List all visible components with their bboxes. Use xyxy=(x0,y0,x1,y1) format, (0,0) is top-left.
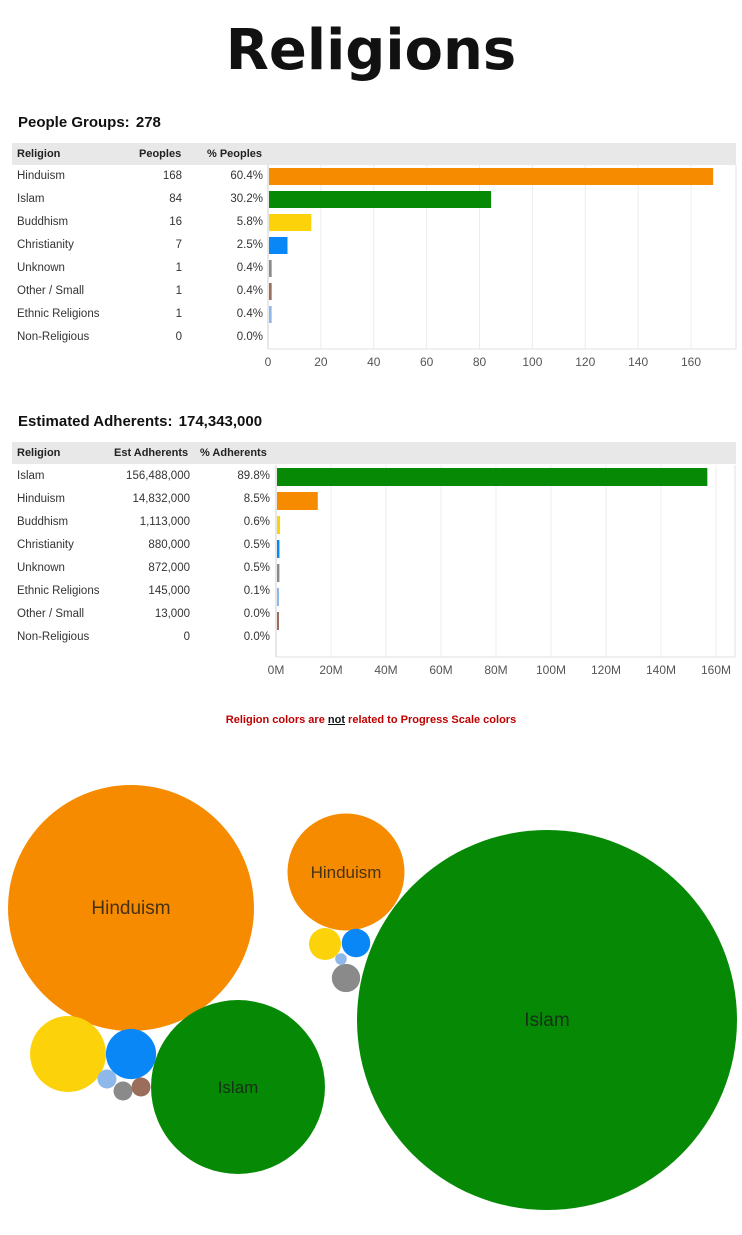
count-cell: 145,000 xyxy=(148,585,190,597)
religion-cell: Ethnic Religions xyxy=(17,585,100,597)
pct-cell: 0.6% xyxy=(243,516,270,528)
count-cell: 7 xyxy=(175,239,182,251)
x-tick-label: 100 xyxy=(522,355,543,369)
bubble-label-islam: Islam xyxy=(217,1078,259,1097)
religion-cell: Non-Religious xyxy=(17,631,90,643)
bubble-label-hinduism: Hinduism xyxy=(310,863,382,882)
pct-cell: 0.5% xyxy=(243,539,270,551)
religion-cell: Christianity xyxy=(17,239,74,251)
count-cell: 1,113,000 xyxy=(139,516,190,528)
bubble-ethnic-religions xyxy=(335,953,347,965)
count-cell: 156,488,000 xyxy=(126,470,190,482)
x-tick-label: 160 xyxy=(680,355,702,369)
religion-cell: Other / Small xyxy=(17,608,85,620)
header-est-adherents: Est Adherents xyxy=(114,447,189,459)
color-note-after: related to Progress Scale colors xyxy=(345,714,517,726)
header-pct-adherents: % Adherents xyxy=(200,447,267,459)
bubble-unknown xyxy=(332,964,360,992)
bubble-ethnic-religions xyxy=(98,1070,117,1089)
pct-cell: 0.4% xyxy=(236,285,263,297)
bubble-unknown xyxy=(114,1082,133,1101)
x-tick-label: 20 xyxy=(314,355,328,369)
religion-cell: Unknown xyxy=(17,262,65,274)
bubble-label-hinduism: Hinduism xyxy=(91,898,171,919)
pct-cell: 0.5% xyxy=(243,562,270,574)
header-peoples: Peoples xyxy=(139,148,182,160)
religion-cell: Buddhism xyxy=(17,216,69,228)
pct-cell: 0.4% xyxy=(236,262,263,274)
pct-cell: 0.0% xyxy=(243,631,270,643)
pct-cell: 30.2% xyxy=(230,193,263,205)
count-cell: 13,000 xyxy=(154,608,190,620)
count-cell: 168 xyxy=(162,170,182,182)
count-cell: 1 xyxy=(175,262,182,274)
pct-cell: 8.5% xyxy=(243,493,270,505)
x-tick-label: 120 xyxy=(575,355,596,369)
religion-cell: Christianity xyxy=(17,539,74,551)
pct-cell: 0.0% xyxy=(243,608,270,620)
pct-cell: 0.0% xyxy=(236,331,263,343)
adherents-label: Estimated Adherents: xyxy=(18,413,173,430)
religion-cell: Hinduism xyxy=(17,493,65,505)
pct-cell: 2.5% xyxy=(236,239,263,251)
color-note-emphasis: not xyxy=(327,714,345,726)
page-title: Religions xyxy=(225,18,517,83)
x-tick-label: 0 xyxy=(264,355,272,369)
pct-cell: 89.8% xyxy=(237,470,270,482)
count-cell: 84 xyxy=(169,193,182,205)
count-cell: 0 xyxy=(183,631,190,643)
bubble-other-small xyxy=(132,1078,151,1097)
x-tick-label: 160M xyxy=(700,663,732,677)
people-groups-label: People Groups: xyxy=(18,114,130,131)
religion-cell: Islam xyxy=(17,470,45,482)
header-religion: Religion xyxy=(17,447,61,459)
religion-cell: Non-Religious xyxy=(17,331,90,343)
pct-cell: 5.8% xyxy=(236,216,263,228)
x-tick-label: 100M xyxy=(535,663,567,677)
x-tick-label: 80M xyxy=(484,663,508,677)
x-tick-label: 40M xyxy=(374,663,398,677)
x-tick-label: 140 xyxy=(628,355,649,369)
x-tick-label: 0M xyxy=(267,663,285,677)
people-groups-total: 278 xyxy=(135,114,161,131)
x-tick-label: 60 xyxy=(419,355,434,369)
x-tick-label: 140M xyxy=(645,663,677,677)
pct-cell: 0.1% xyxy=(243,585,270,597)
x-tick-label: 80 xyxy=(472,355,487,369)
header-religion: Religion xyxy=(17,148,61,160)
count-cell: 880,000 xyxy=(148,539,190,551)
count-cell: 16 xyxy=(169,216,182,228)
religion-cell: Hinduism xyxy=(17,170,65,182)
adherents-total: 174,343,000 xyxy=(178,413,263,430)
count-cell: 872,000 xyxy=(148,562,190,574)
religion-cell: Ethnic Religions xyxy=(17,308,100,320)
religion-cell: Buddhism xyxy=(17,516,69,528)
x-tick-label: 120M xyxy=(590,663,622,677)
religion-cell: Unknown xyxy=(17,562,65,574)
bubble-buddhism xyxy=(30,1016,106,1092)
count-cell: 0 xyxy=(175,331,182,343)
pct-cell: 60.4% xyxy=(230,170,263,182)
count-cell: 1 xyxy=(175,285,182,297)
x-tick-label: 60M xyxy=(429,663,453,677)
count-cell: 1 xyxy=(175,308,182,320)
header-pct-peoples: % Peoples xyxy=(207,148,263,160)
religion-cell: Islam xyxy=(17,193,45,205)
x-tick-label: 40 xyxy=(367,355,381,369)
bubble-buddhism xyxy=(309,928,341,960)
bubble-christianity xyxy=(342,929,370,957)
x-tick-label: 20M xyxy=(319,663,343,677)
religion-cell: Other / Small xyxy=(17,285,85,297)
bubble-christianity xyxy=(106,1029,156,1079)
pct-cell: 0.4% xyxy=(236,308,263,320)
count-cell: 14,832,000 xyxy=(132,493,190,505)
bubble-label-islam: Islam xyxy=(524,1010,570,1031)
color-note-before: Religion colors are xyxy=(225,714,328,726)
